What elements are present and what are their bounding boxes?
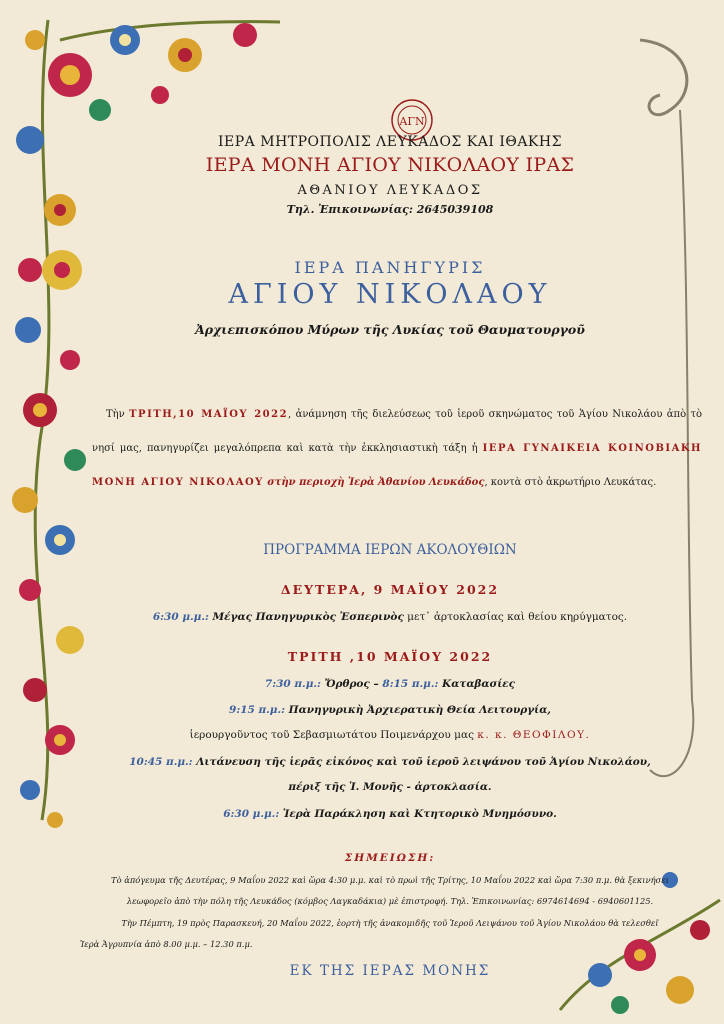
schedule-line	[70, 611, 710, 623]
note-text: μὲ ἐπιστροφή.	[386, 896, 451, 906]
note-emphasis: Δευτέρας, 9 Μαΐου 2022 καὶ ὥρα 4:30 μ.μ.	[185, 875, 366, 885]
note-text: ἀπὸ 8.00 μ.μ. – 12.30 π.μ.	[142, 939, 253, 949]
saint-name: ΑΓΙΟΥ ΝΙΚΟΛΑΟΥ	[228, 279, 552, 310]
note-emphasis: Πέμπτη, 19 πρὸς Παρασκευή, 20 Μαΐου 2022	[139, 918, 332, 928]
time: 9:15 π.μ.:	[229, 704, 286, 716]
note-line	[70, 896, 710, 906]
note-emphasis: Τρίτης, 10 Μαΐου 2022 καὶ ὥρα 7:30 π.μ.	[437, 875, 612, 885]
time: 6:30 μ.μ.:	[152, 611, 209, 623]
metropolis-title: ΙΕΡΑ ΜΗΤΡΟΠΟΛΙΣ ΛΕΥΚΑΔΟΣ ΚΑΙ ΙΘΑΚΗΣ	[218, 134, 562, 150]
feast-title: ΙΕΡΑ ΠΑΝΗΓΥΡΙΣ	[294, 258, 486, 277]
note-text: λεωφορεῖο ἀπὸ τὴν πόλη τῆς Λευκάδος	[126, 896, 295, 906]
schedule-line	[70, 678, 710, 690]
seal-monogram: ΑΓΝ	[399, 115, 425, 128]
event: Ἱερὰ Παράκληση καὶ Κτητορικὸ Μνημόσυνο.	[279, 808, 557, 820]
intro-date: ΤΡΙΤΗ,10 ΜΑΪΟΥ 2022	[129, 409, 289, 420]
event: Μέγας Πανηγυρικὸς Ἑσπερινὸς	[208, 611, 404, 623]
time: 7:30 π.μ.:	[264, 678, 321, 690]
note-emphasis: (κόμβος Λαγκαδάκια)	[294, 896, 387, 906]
intro-text: , κοντὰ στὸ ἀκρωτήριο Λευκάτας.	[484, 477, 657, 488]
note-line	[70, 918, 710, 928]
note-line	[70, 875, 710, 885]
event-detail: ἱερουργοῦντος τοῦ Σεβασμιωτάτου Ποιμενάρχου μας	[189, 729, 478, 741]
program-heading: ΠΡΟΓΡΑΜΜΑ ΙΕΡΩΝ ΑΚΟΛΟΥΘΙΩΝ	[263, 542, 517, 558]
note-line	[80, 939, 680, 949]
day-1-title: ΔΕΥΤΕΡΑ, 9 ΜΑΪΟΥ 2022	[280, 582, 500, 597]
intro-location: στὴν περιοχὴ Ἱερὰ Ἀθανίου Λευκάδος	[263, 477, 485, 488]
note-emphasis: Τηλ. Ἐπικοινωνίας: 6974614694 - 6940601125.	[450, 896, 654, 906]
event: Πανηγυρικὴ Ἀρχιερατικὴ Θεία Λειτουργία,	[285, 704, 551, 716]
note-text: θὰ ξεκινήσει	[611, 875, 669, 885]
schedule-line	[70, 729, 710, 741]
event-detail: μετ᾽ ἀρτοκλασίας καὶ θείου κηρύγματος.	[403, 611, 628, 623]
monastery-title: ΙΕΡΑ ΜΟΝΗ ΑΓΙΟΥ ΝΙΚΟΛΑΟΥ ΙΡΑΣ	[205, 154, 575, 176]
day-2-title: ΤΡΙΤΗ ,10 ΜΑΪΟΥ 2022	[287, 649, 493, 664]
schedule-line	[70, 704, 710, 716]
schedule-line	[70, 756, 710, 768]
intro-monastery: ΙΕΡΑ ΓΥΝΑΙΚΕΙΑ ΚΟΙΝΟΒΙΑΚΗ ΜΟΝΗ ΑΓΙΟΥ ΝΙΚΟΛΑΟΥ	[92, 443, 702, 488]
content	[70, 0, 710, 1024]
note-text: καὶ τὸ πρωὶ τῆς	[365, 875, 438, 885]
time: 6:30 μ.μ.:	[223, 808, 280, 820]
schedule-line	[70, 808, 710, 820]
note-text: Τὸ ἀπόγευμα τῆς	[111, 875, 186, 885]
time: 8:15 π.μ.:	[382, 678, 439, 690]
event: Καταβασίες	[438, 678, 516, 690]
intro-paragraph	[92, 398, 702, 500]
notes-heading: ΣΗΜΕΙΩΣΗ:	[344, 852, 436, 864]
intro-text: , ἀνάμνηση τῆς διελεύσεως τοῦ ἱεροῦ σκηνώματος τοῦ Ἁγίου Νικολάου ἀπὸ τὸ νησί μας, πανηγυρίζει μεγαλόπρεπα καὶ κατὰ τὴν ἐκκλησιαστικὴ τάξη ἡ	[92, 409, 703, 454]
intro-text: Τὴν	[106, 409, 130, 420]
schedule-line: πέριξ τῆς Ἱ. Μονῆς - ἀρτοκλασία.	[288, 781, 492, 793]
village-title: ΑΘΑΝΙΟΥ ΛΕΥΚΑΔΟΣ	[297, 183, 483, 198]
note-emphasis: Ἱερὰ Ἀγρυπνία	[80, 939, 143, 949]
event: Λιτάνευση τῆς ἱερᾶς εἰκόνος καὶ τοῦ ἱεροῦ λειψάνου τοῦ Ἁγίου Νικολάου,	[192, 756, 651, 768]
time: 10:45 π.μ.:	[129, 756, 193, 768]
saint-subtitle: Ἀρχιεπισκόπου Μύρων τῆς Λυκίας τοῦ Θαυματουργοῦ	[195, 322, 585, 337]
footer-signature: ΕΚ ΤΗΣ ΙΕΡΑΣ ΜΟΝΗΣ	[289, 963, 491, 979]
contact-phone: Τηλ. Ἐπικοινωνίας: 2645039108	[286, 203, 494, 216]
note-text: Τὴν	[121, 918, 140, 928]
note-text: , ἑορτὴ τῆς ἀνακομιδῆς τοῦ Ἱεροῦ Λειψάνου τοῦ Ἁγίου Νικολάου θὰ τελεσθεῖ	[331, 918, 659, 928]
event: Ὄρθρος –	[320, 678, 383, 690]
bishop-name: κ. κ. ΘΕΟΦΙΛΟΥ.	[477, 729, 591, 741]
